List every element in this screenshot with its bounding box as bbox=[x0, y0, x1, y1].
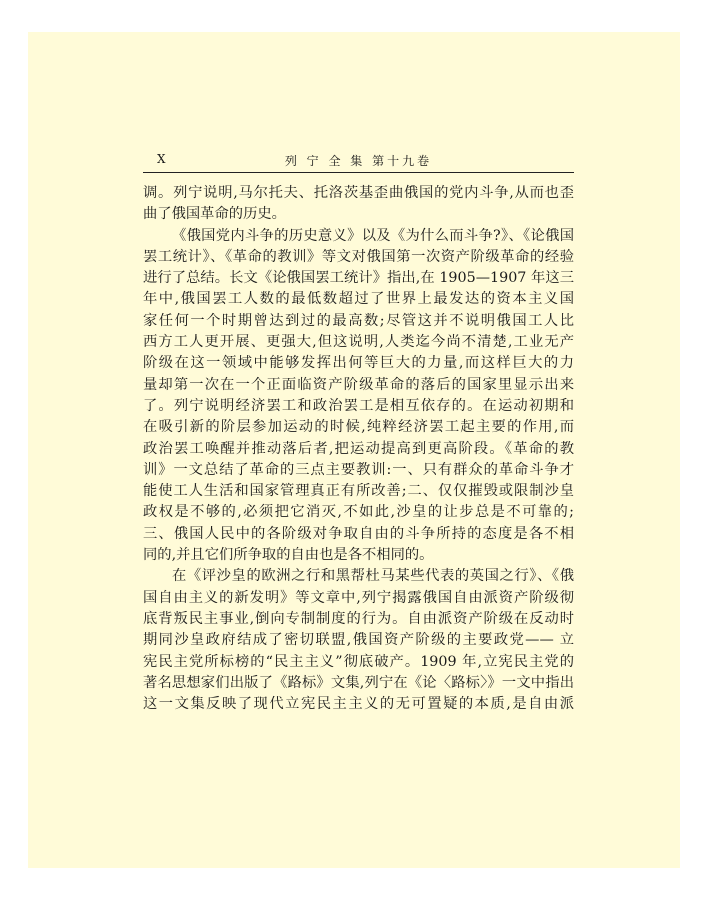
text-line: 政治罢工唤醒并推动落后者,把运动提高到更高阶段。《革命的教 bbox=[143, 440, 574, 457]
text-line: 这一文集反映了现代立宪民主主义的无可置疑的本质,是自由派 bbox=[143, 696, 574, 713]
running-title: 列 宁 全 集 第十九卷 bbox=[284, 154, 433, 168]
page-header bbox=[143, 148, 574, 173]
text-line: 在吸引新的阶层参加运动的时候,纯粹经济罢工起主要的作用,而 bbox=[143, 419, 574, 436]
text-line: 罢工统计》、《革命的教训》等文对俄国第一次资产阶级革命的经验 bbox=[143, 248, 574, 265]
text-line: 了。列宁说明经济罢工和政治罢工是相互依存的。在运动初期和 bbox=[143, 397, 574, 414]
text-line: 政权是不够的,必须把它消灭,不如此,沙皇的让步总是不可靠的; bbox=[143, 504, 574, 521]
text-line: 底背叛民主事业,倒向专制制度的行为。自由派资产阶级在反动时 bbox=[143, 610, 574, 627]
text-line: 在《评沙皇的欧洲之行和黑帮杜马某些代表的英国之行》、《俄 bbox=[172, 568, 574, 585]
text-line: 阶级在这一领域中能够发挥出何等巨大的力量,而这样巨大的力 bbox=[143, 355, 574, 372]
text-line: 量却第一次在一个正面临资产阶级革命的落后的国家里显示出来 bbox=[143, 376, 574, 393]
text-line: 宪民主党所标榜的“民主主义”彻底破产。1909 年,立宪民主党的 bbox=[143, 653, 574, 670]
text-line: 同的,并且它们所争取的自由也是各不相同的。 bbox=[143, 547, 434, 564]
text-line: 著名思想家们出版了《路标》文集,列宁在《论〈路标〉》一文中指出 bbox=[143, 674, 574, 691]
text-line: 国自由主义的新发明》等文章中,列宁揭露俄国自由派资产阶级彻 bbox=[143, 589, 574, 606]
text-line: 能使工人生活和国家管理真正有所改善;二、仅仅摧毁或限制沙皇 bbox=[143, 483, 574, 500]
text-line: 年中,俄国罢工人数的最低数超过了世界上最发达的资本主义国 bbox=[143, 291, 574, 308]
text-line: 《俄国党内斗争的历史意义》以及《为什么而斗争?》、《论俄国 bbox=[172, 227, 574, 244]
text-line: 西方工人更开展、更强大,但这说明,人类迄今尚不清楚,工业无产 bbox=[143, 334, 574, 351]
page-number: X bbox=[157, 152, 167, 166]
text-line: 期同沙皇政府结成了密切联盟,俄国资产阶级的主要政党—— 立 bbox=[143, 632, 574, 649]
text-line: 家任何一个时期曾达到过的最高数;尽管这并不说明俄国工人比 bbox=[143, 312, 574, 329]
text-line: 训》一文总结了革命的三点主要教训:一、只有群众的革命斗争才 bbox=[143, 461, 574, 478]
text-line: 调。列宁说明,马尔托夫、托洛茨基歪曲俄国的党内斗争,从而也歪 bbox=[143, 185, 574, 201]
body-text bbox=[143, 183, 574, 715]
text-line: 进行了总结。长文《论俄国罢工统计》指出,在 1905—1907 年这三 bbox=[143, 270, 574, 287]
text-line: 曲了俄国革命的历史。 bbox=[143, 206, 286, 223]
text-line: 三、俄国人民中的各阶级对争取自由的斗争所持的态度是各不相 bbox=[143, 525, 574, 542]
